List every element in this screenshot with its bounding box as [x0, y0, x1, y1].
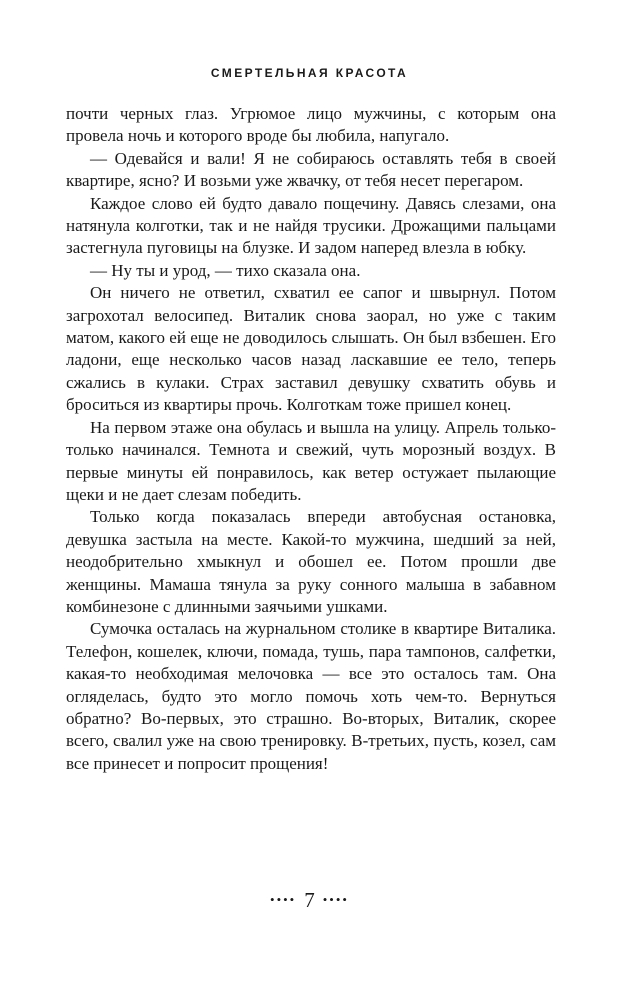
paragraph: Сумочка осталась на журнальном столике в квартире Виталика. Телефон, кошелек, ключи, помада, тушь, пара тампонов, салфетки, какая-то необходимая мелочовка — все это осталось там. Она огляделась, будто это могло помочь хоть чем-то. Вернуться обратно? Во-первых, это страшно. Во-вторых, Виталик, скорее всего, свалил уже на свою тренировку. В-третьих, пусть, козел, сам все принесет и попросит прощения! — [66, 619, 556, 773]
paragraph: — Одевайся и вали! Я не собираюсь оставлять тебя в своей квартире, ясно? И возьми уже жвачку, от тебя несет перегаром. — [66, 148, 556, 191]
paragraph: Только когда показалась впереди автобусная остановка, девушка застыла на месте. Какой-то мужчина, шедший за ней, неодобрительно хмыкнул и обошел ее. Потом прошли две женщины. Мамаша тянула за руку сонного малыша в забавном комбинезоне с длинными заячьими ушками. — [66, 507, 556, 616]
paragraph: почти черных глаз. Угрюмое лицо мужчины, с которым она провела ночь и которого вроде бы любила, напугало. — [66, 104, 556, 146]
paragraph: На первом этаже она обулась и вышла на улицу. Апрель только-только начинался. Темнота и свежий, чуть морозный воздух. В первые минуты ей понравилось, как ветер остужает пылающие щеки и не дает слезам победить. — [66, 417, 556, 504]
page-text — [66, 103, 556, 775]
paragraph: — Ну ты и урод, — тихо сказала она. — [90, 260, 361, 280]
folio-ornament-left: •••• — [270, 892, 297, 907]
page-number: 7 — [304, 888, 315, 912]
running-head-title: СМЕРТЕЛЬНАЯ КРАСОТА — [210, 66, 409, 80]
paragraph: Каждое слово ей будто давало пощечину. Давясь слезами, она натянула колготки, так и не найдя трусики. Дрожащими пальцами застегнула пуговицы на блузке. И задом наперед влезла в юбку. — [66, 193, 556, 258]
page-number-footer — [0, 888, 619, 912]
paragraph: Он ничего не ответил, схватил ее сапог и швырнул. Потом загрохотал велосипед. Виталик снова заорал, но уже с таким матом, какого ей еще не доводилось слышать. Он был взбешен. Его ладони, еще несколько часов назад ласкавшие ее тело, теперь сжались в кулаки. Страх заставил девушку схватить обувь и броситься из квартиры прочь. Колготкам тоже пришел конец. — [66, 283, 556, 415]
folio-ornament-right: •••• — [322, 892, 349, 907]
